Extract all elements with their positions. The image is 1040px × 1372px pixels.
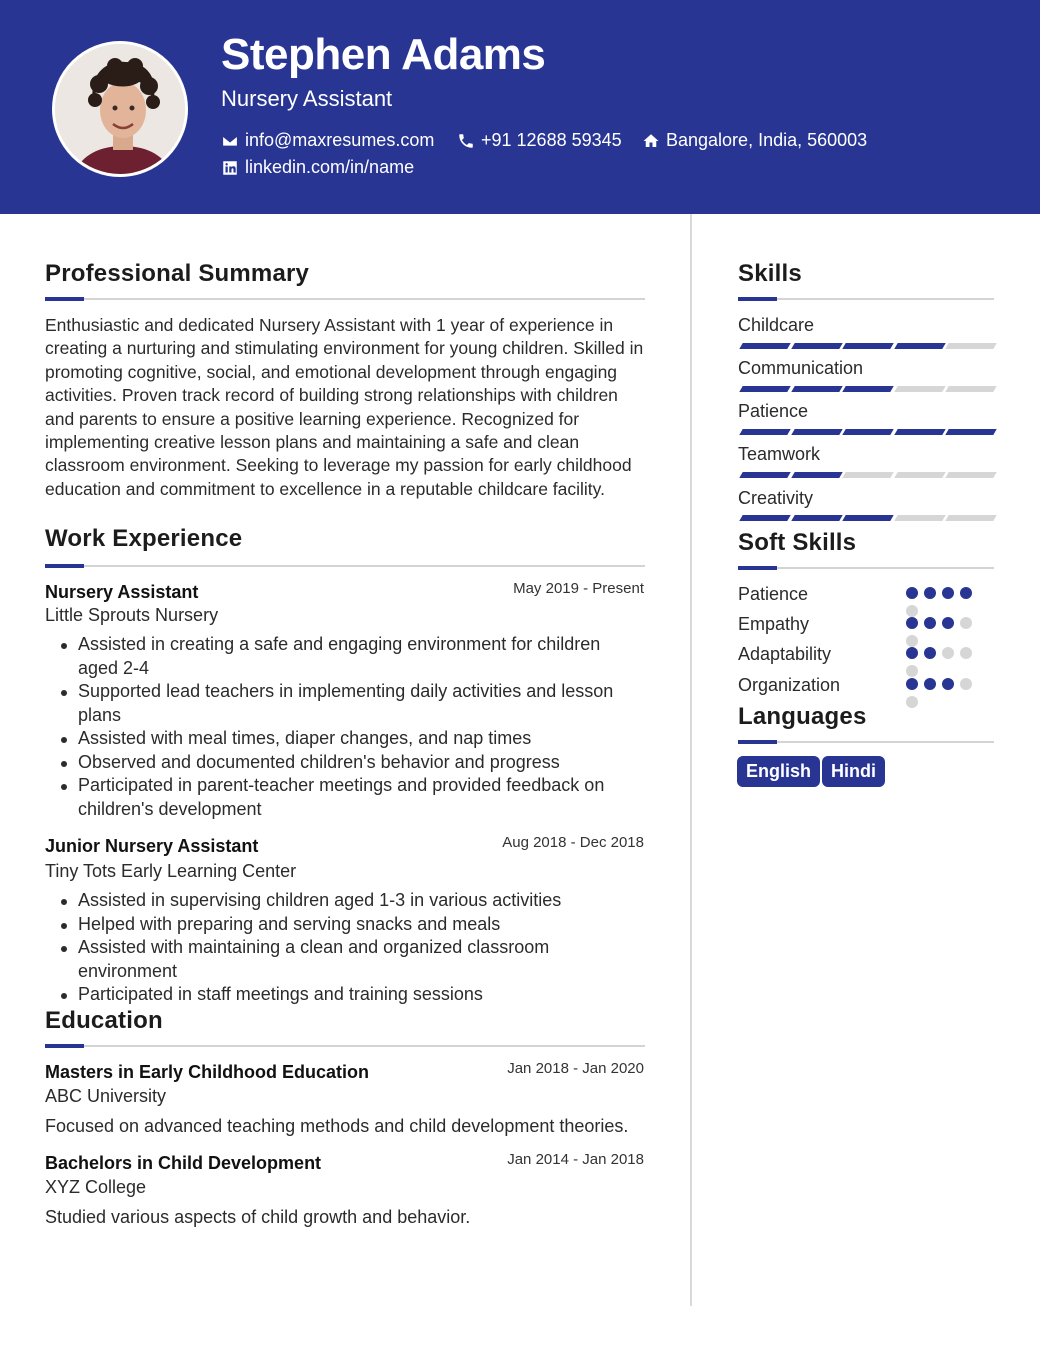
school-name: XYZ College	[45, 1177, 147, 1197]
skill-segment	[739, 429, 790, 435]
summary-rule	[45, 298, 645, 300]
phone-icon	[457, 132, 475, 150]
profile-photo-icon	[55, 44, 188, 177]
skill-label: Creativity	[738, 488, 814, 508]
job-dates: May 2019 - Present	[513, 580, 644, 597]
degree-title: Masters in Early Childhood Education	[45, 1062, 370, 1082]
skill-segment	[791, 515, 842, 521]
skill-label: Childcare	[738, 315, 815, 335]
degree-title: Bachelors in Child Development	[45, 1153, 322, 1173]
skill-segment	[945, 472, 996, 478]
skill-bar	[738, 472, 994, 478]
skill-segment	[842, 472, 893, 478]
skill-segment	[894, 515, 945, 521]
rating-dot	[942, 617, 954, 629]
rating-dot	[906, 665, 918, 677]
skill-bar	[738, 515, 994, 521]
rating-dot	[942, 587, 954, 599]
candidate-name: Stephen Adams	[221, 30, 546, 79]
job-org: Little Sprouts Nursery	[45, 605, 219, 625]
resume-header	[0, 0, 1040, 214]
soft-skills-rule	[738, 567, 994, 569]
column-divider	[690, 214, 692, 1306]
rating-dot	[906, 617, 918, 629]
degree-description: Studied various aspects of child growth and behavior.	[45, 1207, 471, 1227]
soft-skill-rating	[906, 587, 982, 617]
skill-segment	[739, 343, 790, 349]
skills-heading: Skills	[738, 260, 802, 287]
soft-skill-rating	[906, 617, 982, 647]
list-item: Assisted in creating a safe and engaging environment for children aged 2-4	[45, 633, 645, 680]
linkedin-icon	[221, 159, 239, 177]
rating-dot	[906, 605, 918, 617]
skill-segment	[791, 343, 842, 349]
rating-dot	[924, 617, 936, 629]
education-heading: Education	[45, 1007, 163, 1034]
skill-segment	[945, 386, 996, 392]
email-text: info@maxresumes.com	[245, 130, 435, 150]
skill-segment	[945, 515, 996, 521]
rating-dot	[960, 617, 972, 629]
skill-segment	[842, 343, 893, 349]
rating-dot	[906, 647, 918, 659]
skill-segment	[894, 472, 945, 478]
skills-rule	[738, 298, 994, 300]
skill-label: Teamwork	[738, 444, 821, 464]
contact-phone[interactable]	[457, 130, 622, 151]
location-text: Bangalore, India, 560003	[666, 130, 868, 150]
skill-segment	[842, 429, 893, 435]
rating-dot	[906, 587, 918, 599]
rating-dot	[942, 647, 954, 659]
job-title: Junior Nursery Assistant	[45, 836, 259, 856]
envelope-icon	[221, 132, 239, 150]
skill-segment	[739, 386, 790, 392]
home-icon	[642, 132, 660, 150]
list-item: Assisted in supervising children aged 1-3 in various activities	[45, 889, 645, 913]
rating-dot	[906, 635, 918, 647]
skill-bar	[738, 343, 994, 349]
avatar	[52, 41, 188, 177]
degree-description: Focused on advanced teaching methods and child development theories.	[45, 1116, 629, 1136]
rating-dot	[960, 587, 972, 599]
list-item: Supported lead teachers in implementing daily activities and lesson plans	[45, 680, 645, 727]
contact-linkedin[interactable]	[221, 157, 414, 178]
education-rule	[45, 1045, 645, 1047]
candidate-role: Nursery Assistant	[221, 86, 393, 111]
skill-segment	[739, 472, 790, 478]
rating-dot	[942, 678, 954, 690]
list-item: Participated in parent-teacher meetings and provided feedback on children's development	[45, 774, 645, 821]
experience-heading: Work Experience	[45, 525, 243, 552]
list-item: Observed and documented children's behavior and progress	[45, 751, 645, 775]
job-title: Nursery Assistant	[45, 582, 199, 602]
skill-segment	[894, 386, 945, 392]
soft-skill-label: Adaptability	[738, 644, 832, 664]
skill-segment	[945, 429, 996, 435]
skill-bar	[738, 386, 994, 392]
school-name: ABC University	[45, 1086, 167, 1106]
rating-dot	[960, 647, 972, 659]
soft-skill-rating	[906, 647, 982, 677]
degree-dates: Jan 2018 - Jan 2020	[507, 1060, 644, 1077]
list-item: Helped with preparing and serving snacks and meals	[45, 913, 645, 937]
skill-segment	[791, 472, 842, 478]
soft-skills-heading: Soft Skills	[738, 529, 857, 556]
skill-segment	[842, 515, 893, 521]
job-bullets	[45, 889, 645, 1007]
rating-dot	[960, 678, 972, 690]
languages-rule	[738, 741, 994, 743]
summary-text: Enthusiastic and dedicated Nursery Assistant with 1 year of experience in creating a nurturing and stimulating environment for young children. Skilled in promoting cognitive, social, and emotional development through engaging activities. Proven track record of building strong relationships with children and parents to ensure a positive learning experience. Recognized for implementing creative lesson plans and maintaining a safe and clean classroom environment. Seeking to leverage my passion for early childhood education and commitment to excellence in a reputable childcare facility.	[45, 315, 644, 499]
soft-skill-label: Organization	[738, 675, 841, 695]
phone-text: +91 12688 59345	[481, 130, 622, 150]
experience-rule	[45, 565, 645, 567]
contact-email[interactable]	[221, 130, 434, 151]
degree-dates: Jan 2014 - Jan 2018	[507, 1151, 644, 1168]
skill-segment	[894, 343, 945, 349]
list-item: Assisted with meal times, diaper changes, and nap times	[45, 727, 645, 751]
skill-segment	[894, 429, 945, 435]
language-badge: English	[737, 756, 820, 787]
skill-segment	[791, 386, 842, 392]
list-item: Assisted with maintaining a clean and organized classroom environment	[45, 936, 645, 983]
rating-dot	[924, 647, 936, 659]
soft-skill-label: Patience	[738, 584, 809, 604]
job-dates: Aug 2018 - Dec 2018	[502, 834, 644, 851]
linkedin-text: linkedin.com/in/name	[245, 157, 415, 177]
job-org: Tiny Tots Early Learning Center	[45, 861, 297, 881]
soft-skill-rating	[906, 678, 982, 708]
skill-segment	[791, 429, 842, 435]
skill-segment	[842, 386, 893, 392]
summary-heading: Professional Summary	[45, 260, 310, 287]
skill-segment	[739, 515, 790, 521]
job-bullets	[45, 633, 645, 821]
soft-skill-label: Empathy	[738, 614, 810, 634]
list-item: Participated in staff meetings and training sessions	[45, 983, 645, 1007]
skill-label: Patience	[738, 401, 809, 421]
contact-location	[642, 130, 867, 151]
language-badge: Hindi	[822, 756, 885, 787]
rating-dot	[924, 678, 936, 690]
skill-label: Communication	[738, 358, 864, 378]
rating-dot	[906, 696, 918, 708]
skill-segment	[945, 343, 996, 349]
rating-dot	[906, 678, 918, 690]
skill-bar	[738, 429, 994, 435]
rating-dot	[924, 587, 936, 599]
languages-heading: Languages	[738, 703, 867, 730]
